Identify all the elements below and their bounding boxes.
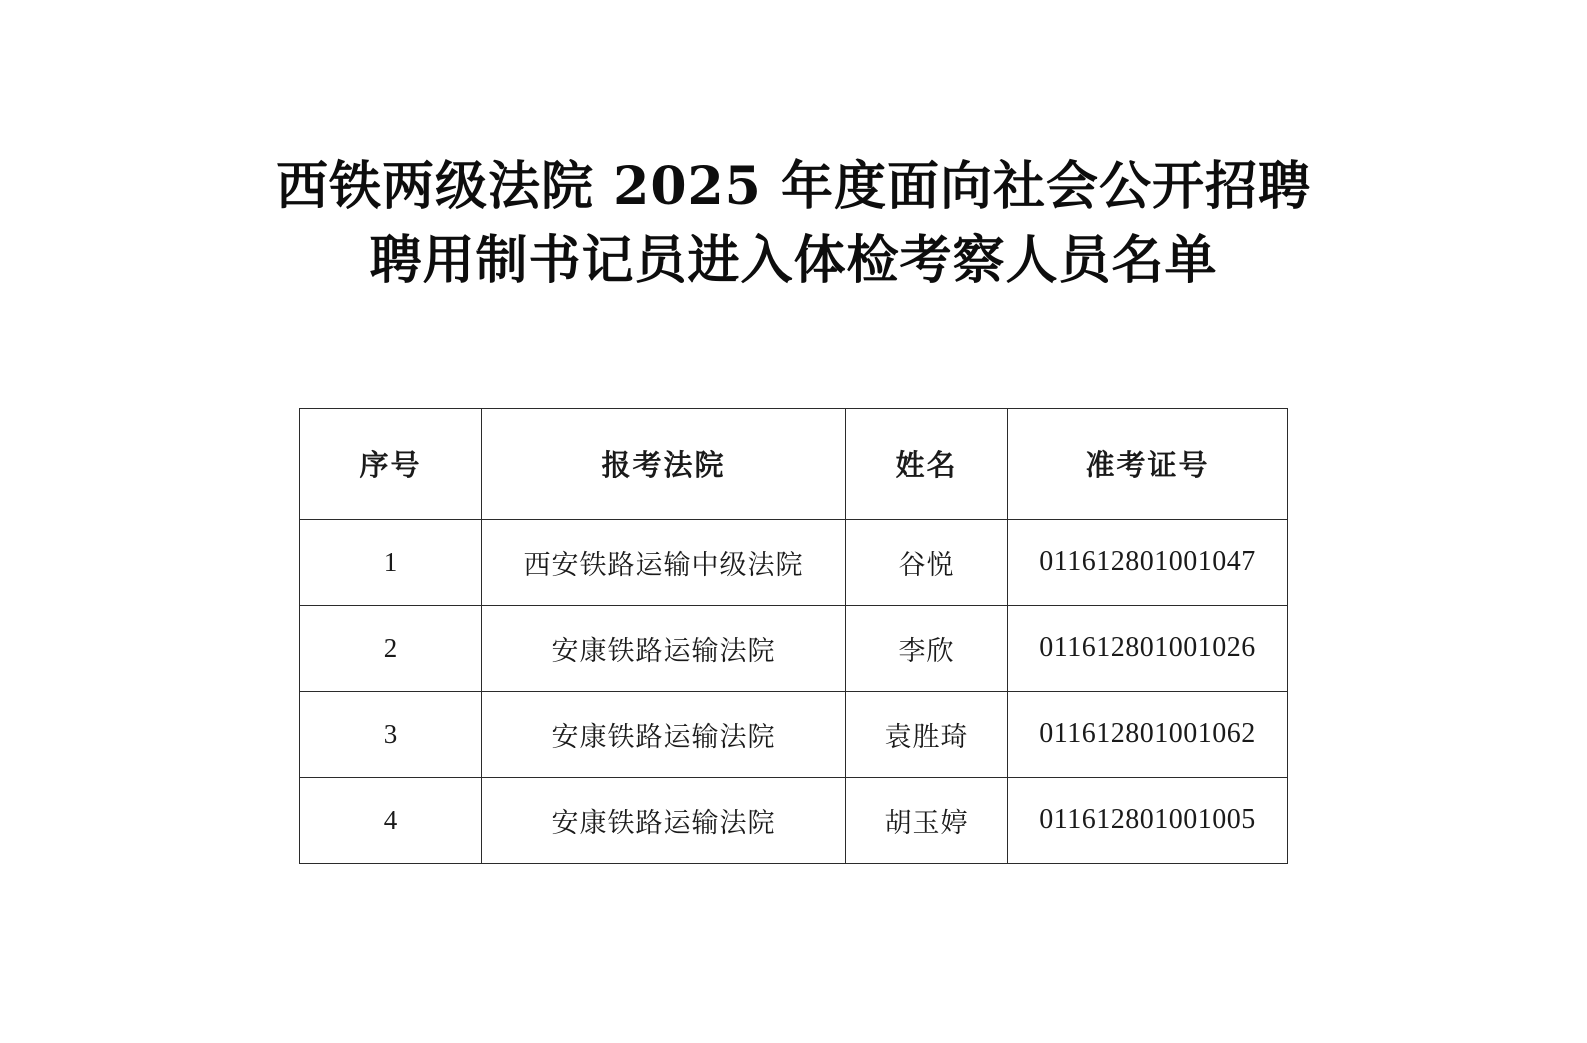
roster-table: [299, 408, 1288, 864]
cell-court: 安康铁路运输法院: [482, 777, 846, 863]
column-header-court: 报考法院: [482, 408, 846, 519]
cell-court: 安康铁路运输法院: [482, 691, 846, 777]
cell-ticket: 011612801001047: [1008, 519, 1288, 605]
cell-court: 安康铁路运输法院: [482, 605, 846, 691]
cell-name: 胡玉婷: [846, 777, 1008, 863]
table-row: [300, 605, 1288, 691]
column-header-name: 姓名: [846, 408, 1008, 519]
table-body: [300, 519, 1288, 863]
column-header-ticket: 准考证号: [1008, 408, 1288, 519]
table-row: [300, 777, 1288, 863]
table-row: [300, 691, 1288, 777]
cell-index: 4: [300, 777, 482, 863]
column-header-index: 序号: [300, 408, 482, 519]
cell-index: 2: [300, 605, 482, 691]
cell-index: 1: [300, 519, 482, 605]
cell-name: 李欣: [846, 605, 1008, 691]
cell-ticket: 011612801001062: [1008, 691, 1288, 777]
page-title-line-2: 聘用制书记员进入体检考察人员名单: [369, 229, 1218, 291]
table-row: [300, 519, 1288, 605]
cell-index: 3: [300, 691, 482, 777]
cell-name: 袁胜琦: [846, 691, 1008, 777]
roster-table-container: [0, 408, 1587, 864]
cell-name: 谷悦: [846, 519, 1008, 605]
table-header-row: [300, 408, 1288, 519]
cell-ticket: 011612801001026: [1008, 605, 1288, 691]
table-header: [300, 408, 1288, 519]
page-title-line-1: 西铁两级法院 2025 年度面向社会公开招聘: [276, 156, 1311, 217]
cell-court: 西安铁路运输中级法院: [482, 519, 846, 605]
page-title: [0, 0, 1587, 298]
cell-ticket: 011612801001005: [1008, 777, 1288, 863]
